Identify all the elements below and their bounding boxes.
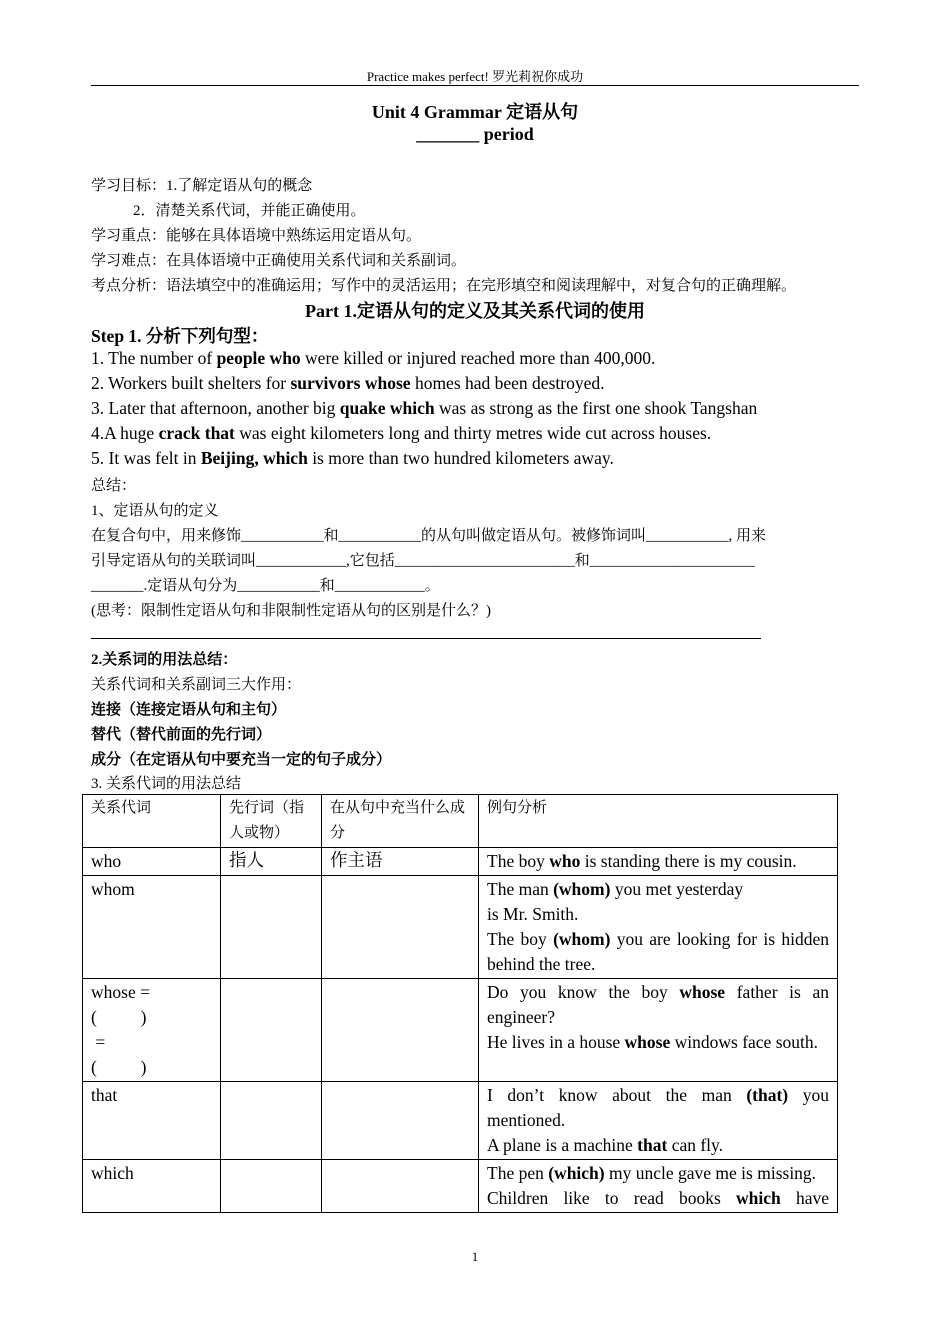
example-sentence: The pen (which) my uncle gave me is missing.: [487, 1163, 817, 1183]
role-component: 成分（在定语从句中要充当一定的句子成分）: [91, 752, 392, 768]
pronoun-line: =: [91, 1032, 106, 1052]
definition-heading: 1、定语从句的定义: [91, 503, 219, 519]
example-sentence: The man (whom) you met yesterday is Mr. Smith.: [487, 879, 744, 924]
pronoun-line: whose =: [91, 982, 150, 1002]
section2-heading: 2.关系词的用法总结：: [91, 652, 238, 668]
role-replace: 替代（替代前面的先行词）: [91, 727, 272, 743]
section3-heading: 3. 关系代词的用法总结: [91, 776, 242, 792]
header-rule: [91, 85, 859, 86]
function-cell: [322, 1160, 479, 1213]
pronoun-cell: that: [83, 1082, 221, 1160]
pronoun-blank: ( ): [91, 1007, 147, 1027]
example-sentence: Do you know the boy whose father is an engineer?: [487, 982, 829, 1027]
table-row: [83, 1082, 838, 1160]
pronoun-cell: whom: [83, 876, 221, 979]
table-row: [83, 1160, 838, 1213]
function-cell: [322, 979, 479, 1082]
answer-rule: [91, 638, 761, 639]
example-sentence-1: 1. The number of people who were killed or injured reached more than 400,000.: [91, 348, 656, 368]
learning-goal-2: 2．清楚关系代词，并能正确使用。: [133, 203, 366, 219]
table-row: [83, 848, 838, 876]
header-function: 在从句中充当什么成分: [322, 795, 479, 848]
summary-label: 总结：: [91, 478, 137, 494]
example-cell: [479, 848, 838, 876]
pronoun-cell: which: [83, 1160, 221, 1213]
page-header: Practice makes perfect! 罗光莉祝你成功: [366, 69, 584, 84]
definition-blank-line-1: 在复合句中，用来修饰___________和___________的从句叫做定语从句。被修饰词叫___________, 用来: [91, 528, 767, 544]
pronoun-cell: who: [83, 848, 221, 876]
table-header-row: [83, 795, 838, 848]
learning-goal-1: 学习目标：1.了解定语从句的概念: [91, 178, 313, 194]
pronoun-blank: ( ): [91, 1057, 147, 1077]
example-sentence: The boy (whom) you are looking for is hidden behind the tree.: [487, 929, 829, 974]
function-cell: [322, 1082, 479, 1160]
example-cell: [479, 1082, 838, 1160]
definition-blank-line-2: 引导定语从句的关联词叫____________,它包括________________________和______________________: [91, 553, 755, 569]
antecedent-cell: [221, 876, 322, 979]
definition-blank-line-3: _______.定语从句分为___________和____________。: [91, 578, 440, 594]
document-title: Unit 4 Grammar 定语从句: [371, 102, 579, 122]
example-cell: [479, 1160, 838, 1213]
header-example: 例句分析: [479, 795, 838, 848]
antecedent-cell: [221, 979, 322, 1082]
example-cell: [479, 979, 838, 1082]
header-antecedent: 先行词（指人或物）: [221, 795, 322, 848]
function-cell: 作主语: [322, 848, 479, 876]
example-sentence: Children like to read books which have: [487, 1188, 829, 1208]
pronoun-cell: [83, 979, 221, 1082]
role-connect: 连接（连接定语从句和主句）: [91, 702, 287, 718]
example-sentence: A plane is a machine that can fly.: [487, 1135, 724, 1155]
header-pronoun: 关系代词: [83, 795, 221, 848]
example-sentence: The boy who is standing there is my cousin.: [487, 851, 797, 871]
table-row: [83, 876, 838, 979]
antecedent-cell: [221, 1160, 322, 1213]
example-sentence-4: 4.A huge crack that was eight kilometers long and thirty metres wide cut across houses.: [91, 423, 712, 443]
step1-heading: Step 1. 分析下列句型：: [91, 326, 269, 346]
part1-heading: Part 1.定语从句的定义及其关系代词的使用: [305, 301, 645, 321]
thinking-question: (思考：限制性定语从句和非限制性定语从句的区别是什么？): [91, 603, 491, 619]
learning-difficulty: 学习难点：在具体语境中正确使用关系代词和关系副词。: [91, 253, 467, 269]
example-sentence-5: 5. It was felt in Beijing, which is more than two hundred kilometers away.: [91, 448, 614, 468]
relative-pronoun-table: [82, 794, 838, 1213]
example-sentence-2: 2. Workers built shelters for survivors whose homes had been destroyed.: [91, 373, 605, 393]
exam-analysis: 考点分析：语法填空中的准确运用；写作中的灵活运用；在完形填空和阅读理解中，对复合句的正确理解。: [91, 278, 797, 294]
learning-focus: 学习重点：能够在具体语境中熟练运用定语从句。: [91, 228, 422, 244]
antecedent-cell: [221, 1082, 322, 1160]
example-sentence-3: 3. Later that afternoon, another big quake which was as strong as the first one shook Tangshan: [91, 398, 758, 418]
antecedent-cell: 指人: [221, 848, 322, 876]
section2-intro: 关系代词和关系副词三大作用：: [91, 677, 302, 693]
period-line: _______ period: [416, 124, 534, 144]
page-number: 1: [471, 1249, 479, 1264]
table-row: [83, 979, 838, 1082]
function-cell: [322, 876, 479, 979]
example-sentence: I don’t know about the man (that) you mentioned.: [487, 1085, 829, 1130]
example-cell: [479, 876, 838, 979]
example-sentence: He lives in a house whose windows face south.: [487, 1032, 819, 1052]
